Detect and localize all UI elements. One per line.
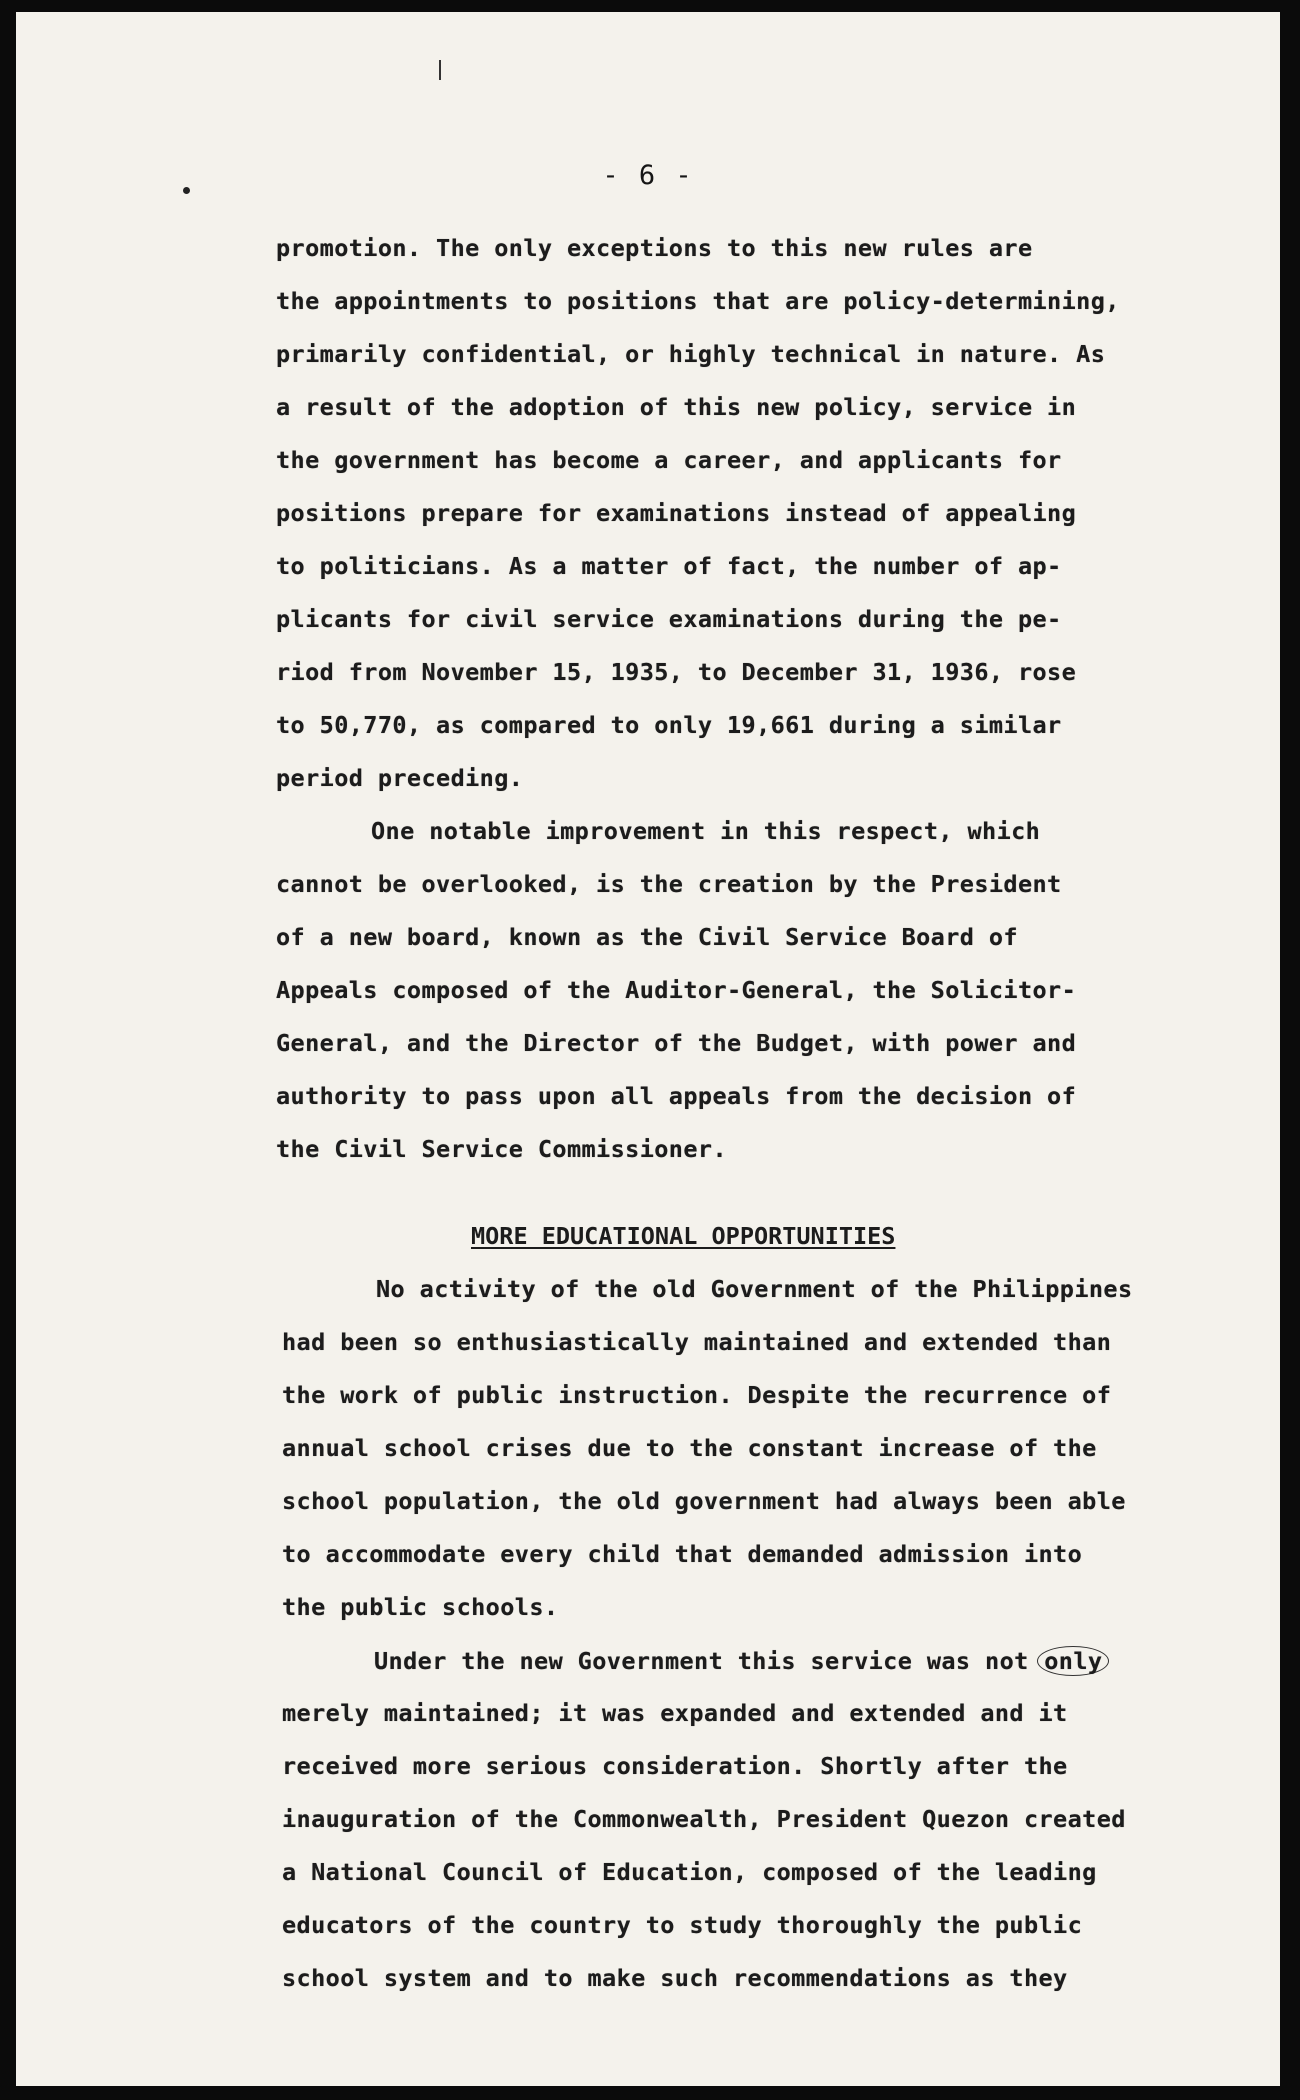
section-heading: MORE EDUCATIONAL OPPORTUNITIES bbox=[471, 1222, 896, 1250]
text-line: the appointments to positions that are policy-determining, bbox=[276, 287, 1120, 315]
text-line: the Civil Service Commissioner. bbox=[276, 1135, 727, 1163]
document-page bbox=[16, 12, 1280, 2086]
text-line: riod from November 15, 1935, to December 31, 1936, rose bbox=[276, 658, 1077, 686]
text-line-with-circle bbox=[374, 1646, 1109, 1676]
text-line: to 50,770, as compared to only 19,661 during a similar bbox=[276, 711, 1062, 739]
text-line: annual school crises due to the constant increase of the bbox=[282, 1434, 1097, 1462]
text-line: school population, the old government had always been able bbox=[282, 1487, 1126, 1515]
text-line: educators of the country to study thoroughly the public bbox=[282, 1911, 1083, 1939]
text-line: promotion. The only exceptions to this new rules are bbox=[276, 234, 1033, 262]
text-line: had been so enthusiastically maintained and extended than bbox=[282, 1328, 1112, 1356]
text-line: primarily confidential, or highly technical in nature. As bbox=[276, 340, 1106, 368]
text-line: No activity of the old Government of the Philippines bbox=[376, 1275, 1133, 1303]
circled-word: only bbox=[1037, 1646, 1109, 1676]
text-line: plicants for civil service examinations during the pe- bbox=[276, 605, 1062, 633]
text-line: to accommodate every child that demanded admission into bbox=[282, 1540, 1083, 1568]
text-line: authority to pass upon all appeals from the decision of bbox=[276, 1082, 1077, 1110]
text-line: One notable improvement in this respect, which bbox=[371, 817, 1041, 845]
text-line: Appeals composed of the Auditor-General, the Solicitor- bbox=[276, 976, 1077, 1004]
text-line: inauguration of the Commonwealth, President Quezon created bbox=[282, 1805, 1126, 1833]
text-line: period preceding. bbox=[276, 764, 524, 792]
text-line: of a new board, known as the Civil Service Board of bbox=[276, 923, 1018, 951]
text-line: to politicians. As a matter of fact, the number of ap- bbox=[276, 552, 1062, 580]
text-line: received more serious consideration. Shortly after the bbox=[282, 1752, 1068, 1780]
page-number: - 6 - bbox=[602, 160, 694, 191]
text-line: merely maintained; it was expanded and extended and it bbox=[282, 1699, 1068, 1727]
text-line: the public schools. bbox=[282, 1593, 559, 1621]
text-line: a National Council of Education, composed of the leading bbox=[282, 1858, 1097, 1886]
text-line: a result of the adoption of this new policy, service in bbox=[276, 393, 1077, 421]
text-line: the work of public instruction. Despite the recurrence of bbox=[282, 1381, 1112, 1409]
text-line: the government has become a career, and applicants for bbox=[276, 446, 1062, 474]
text-line: school system and to make such recommendations as they bbox=[282, 1964, 1068, 1992]
text-segment: Under the new Government this service was not bbox=[374, 1647, 1044, 1675]
text-line: General, and the Director of the Budget, with power and bbox=[276, 1029, 1077, 1057]
text-line: positions prepare for examinations instead of appealing bbox=[276, 499, 1077, 527]
scan-mark bbox=[439, 60, 441, 80]
text-line: cannot be overlooked, is the creation by the President bbox=[276, 870, 1062, 898]
